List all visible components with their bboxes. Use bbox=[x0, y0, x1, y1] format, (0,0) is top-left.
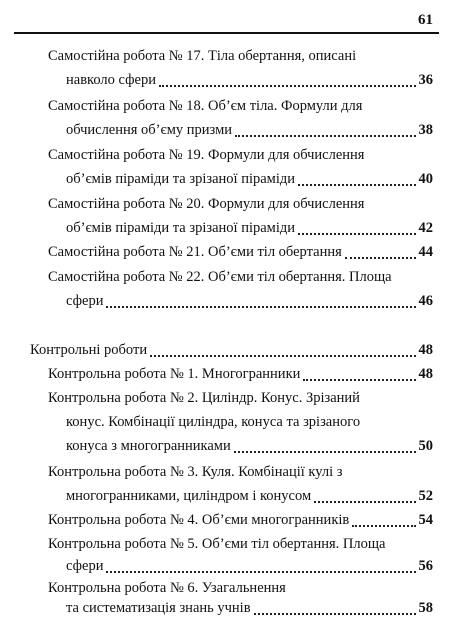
dot-leader bbox=[159, 73, 416, 87]
toc-entry-text: об’ємів піраміди та зрізаної піраміди bbox=[66, 171, 296, 187]
dot-leader bbox=[254, 601, 416, 615]
toc-entry-text: та систематизація знань учнів bbox=[66, 600, 251, 616]
toc-entry-text: сфери bbox=[66, 293, 104, 309]
dot-leader bbox=[235, 123, 415, 137]
toc-page-number: 56 bbox=[418, 558, 433, 574]
toc-entry-last-line[interactable] bbox=[48, 510, 433, 530]
toc-entry-line: Самостійна робота № 19. Формули для обчислення bbox=[48, 147, 365, 163]
toc-page-number: 36 bbox=[418, 72, 433, 88]
toc-entry-last-line[interactable] bbox=[66, 169, 433, 189]
toc-entry-line: Контрольна робота № 5. Об’єми тіл обертання. Площа bbox=[48, 536, 386, 552]
toc-entry-last-line[interactable] bbox=[66, 218, 433, 238]
toc-entry-last-line[interactable] bbox=[66, 436, 433, 456]
toc-entry-last-line[interactable] bbox=[66, 556, 433, 576]
dot-leader bbox=[314, 489, 415, 503]
toc-entry-text: обчислення об’єму призми bbox=[66, 122, 233, 138]
toc-page-number: 40 bbox=[418, 171, 433, 187]
dot-leader bbox=[234, 439, 416, 453]
toc-entry-text: об’ємів піраміди та зрізаної піраміди bbox=[66, 220, 296, 236]
toc-page-number: 48 bbox=[418, 342, 433, 358]
toc-entry-text: многогранниками, циліндром і конусом bbox=[66, 488, 312, 504]
toc-page-number: 38 bbox=[418, 122, 433, 138]
toc-entry-last-line[interactable] bbox=[66, 70, 433, 90]
toc-entry-last-line[interactable] bbox=[66, 120, 433, 140]
toc-entry-line: Контрольна робота № 2. Циліндр. Конус. Зрізаний bbox=[48, 390, 360, 406]
toc-entry-line: Самостійна робота № 20. Формули для обчислення bbox=[48, 196, 365, 212]
dot-leader bbox=[106, 294, 415, 308]
toc-page-number: 52 bbox=[418, 488, 433, 504]
toc-entry-last-line[interactable] bbox=[66, 598, 433, 618]
dot-leader bbox=[345, 245, 416, 259]
toc-page-number: 50 bbox=[418, 438, 433, 454]
toc-page-number: 48 bbox=[418, 366, 433, 382]
toc-entry-line: Контрольна робота № 3. Куля. Комбінації кулі з bbox=[48, 464, 343, 480]
toc-entry-text: сфери bbox=[66, 558, 104, 574]
toc-entry-last-line[interactable] bbox=[48, 364, 433, 384]
dot-leader bbox=[298, 221, 415, 235]
toc-page-number: 46 bbox=[418, 293, 433, 309]
dot-leader bbox=[303, 367, 415, 381]
toc-entry-line: Самостійна робота № 22. Об’єми тіл обертання. Площа bbox=[48, 269, 392, 285]
dot-leader bbox=[150, 343, 415, 357]
toc-entry-line: Контрольна робота № 6. Узагальнення bbox=[48, 580, 286, 596]
toc-entry-text: Контрольна робота № 1. Многогранники bbox=[48, 366, 301, 382]
toc-entry-line: конус. Комбінації циліндра, конуса та зрізаного bbox=[66, 414, 361, 430]
dot-leader bbox=[106, 559, 415, 573]
toc-page-number: 58 bbox=[418, 600, 433, 616]
toc-entry-last-line[interactable] bbox=[66, 486, 433, 506]
toc-section-heading[interactable] bbox=[30, 340, 433, 360]
toc-entry-last-line[interactable] bbox=[66, 291, 433, 311]
toc-page-number: 44 bbox=[418, 244, 433, 260]
toc-entry-last-line[interactable] bbox=[48, 242, 433, 262]
page-number: 61 bbox=[418, 12, 433, 28]
dot-leader bbox=[352, 513, 415, 527]
toc-entry-text: Контрольні роботи bbox=[30, 342, 148, 358]
dot-leader bbox=[298, 172, 415, 186]
toc-entry-text: конуса з многогранниками bbox=[66, 438, 231, 454]
toc-entry-line: Самостійна робота № 17. Тіла обертання, описані bbox=[48, 48, 357, 64]
toc-page-number: 54 bbox=[418, 512, 433, 528]
toc-entry-text: навколо сфери bbox=[66, 72, 156, 88]
toc-page-number: 42 bbox=[418, 220, 433, 236]
toc-entry-text: Контрольна робота № 4. Об’єми многогранників bbox=[48, 512, 350, 528]
toc-entry-text: Самостійна робота № 21. Об’єми тіл обертання bbox=[48, 244, 342, 260]
toc-entry-line: Самостійна робота № 18. Об’єм тіла. Формули для bbox=[48, 98, 363, 114]
